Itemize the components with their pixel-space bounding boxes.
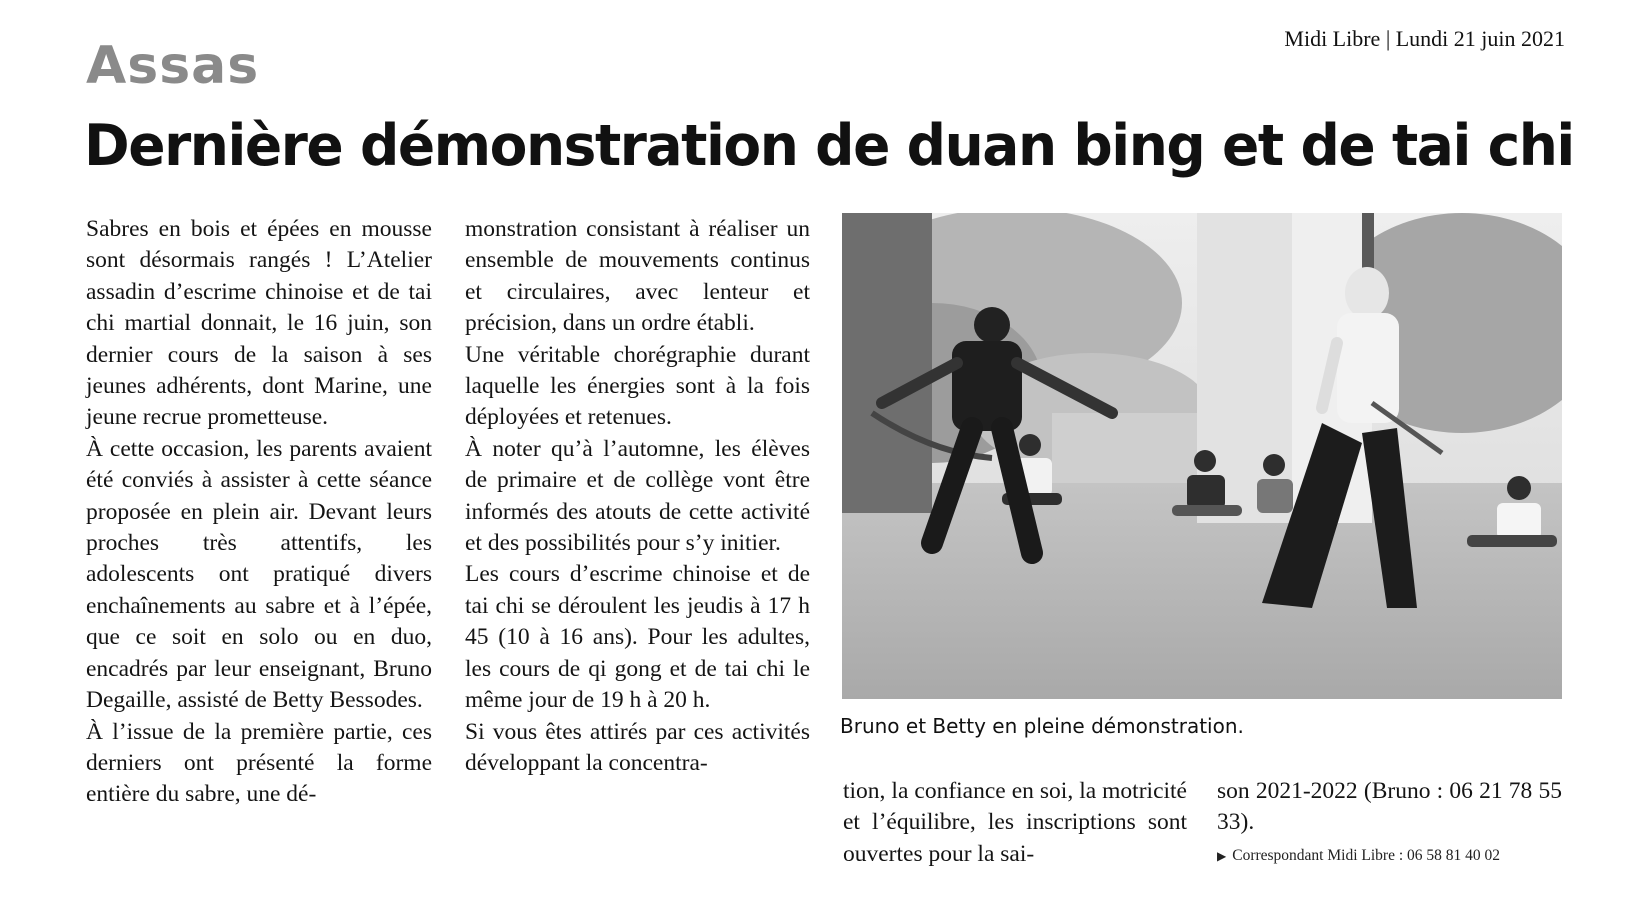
paragraph: monstration consistant à réaliser un ensemble de mouvements continus et circulaires, avec lenteur et précision, dans un ordre établi. [465, 216, 810, 337]
article-column-3 [843, 776, 1187, 870]
paragraph: Sabres en bois et épées en mousse sont désormais rangés ! L’Atelier assadin d’escrime chinoise et de tai chi martial donnait, le 16 juin, son dernier cours de la saison à ses jeunes adhérents, dont Marine, une jeune recrue prometteuse. [86, 216, 432, 431]
article-column-4 [1217, 776, 1562, 839]
article-column-1 [86, 214, 432, 811]
section-town-title: Assas [86, 36, 260, 96]
article-column-2 [465, 214, 810, 779]
masthead: Midi Libre | Lundi 21 juin 2021 [1284, 26, 1565, 51]
paragraph: À cette occasion, les parents avaient été conviés à assister à cette séance proposée en plein air. Devant leurs proches très attentifs, les adolescents ont pratiqué divers enchaînements au sabre et à l’épée, que ce soit en solo ou en duo, encadrés par leur enseignant, Bruno Degaille, assisté de Betty Bessodes. [86, 435, 432, 714]
article-photo [842, 213, 1562, 699]
paragraph: Les cours d’escrime chinoise et de tai chi se déroulent les jeudis à 17 h 45 (10 à 16 ans). Pour les adultes, les cours de qi gong et de tai chi le même jour de 19 h à 20 h. [465, 561, 810, 714]
article-headline: Dernière démonstration de duan bing et de tai chi [84, 113, 1574, 179]
paragraph: À noter qu’à l’automne, les élèves de primaire et de collège vont être informés des atouts de cette activité et des possibilités pour s’y initier. [465, 435, 810, 557]
paragraph: Une véritable chorégraphie durant laquelle les énergies sont à la fois déployées et retenues. [465, 341, 810, 431]
photo-grayscale-icon [842, 213, 1562, 699]
correspondent-credit [1217, 847, 1500, 865]
credit-text: Correspondant Midi Libre : 06 58 81 40 02 [1232, 847, 1501, 864]
paragraph: son 2021-2022 (Bruno : 06 21 78 55 33). [1217, 778, 1562, 836]
photo-caption: Bruno et Betty en pleine démonstration. [840, 714, 1244, 738]
paragraph: À l’issue de la première partie, ces derniers ont présenté la forme entière du sabre, une dé- [86, 718, 432, 808]
triangle-bullet-icon: ▶ [1217, 849, 1227, 863]
paragraph: Si vous êtes attirés par ces activités développant la concentra- [465, 718, 810, 776]
paragraph: tion, la confiance en soi, la motricité et l’équilibre, les inscriptions sont ouvertes pour la sai- [843, 778, 1187, 867]
